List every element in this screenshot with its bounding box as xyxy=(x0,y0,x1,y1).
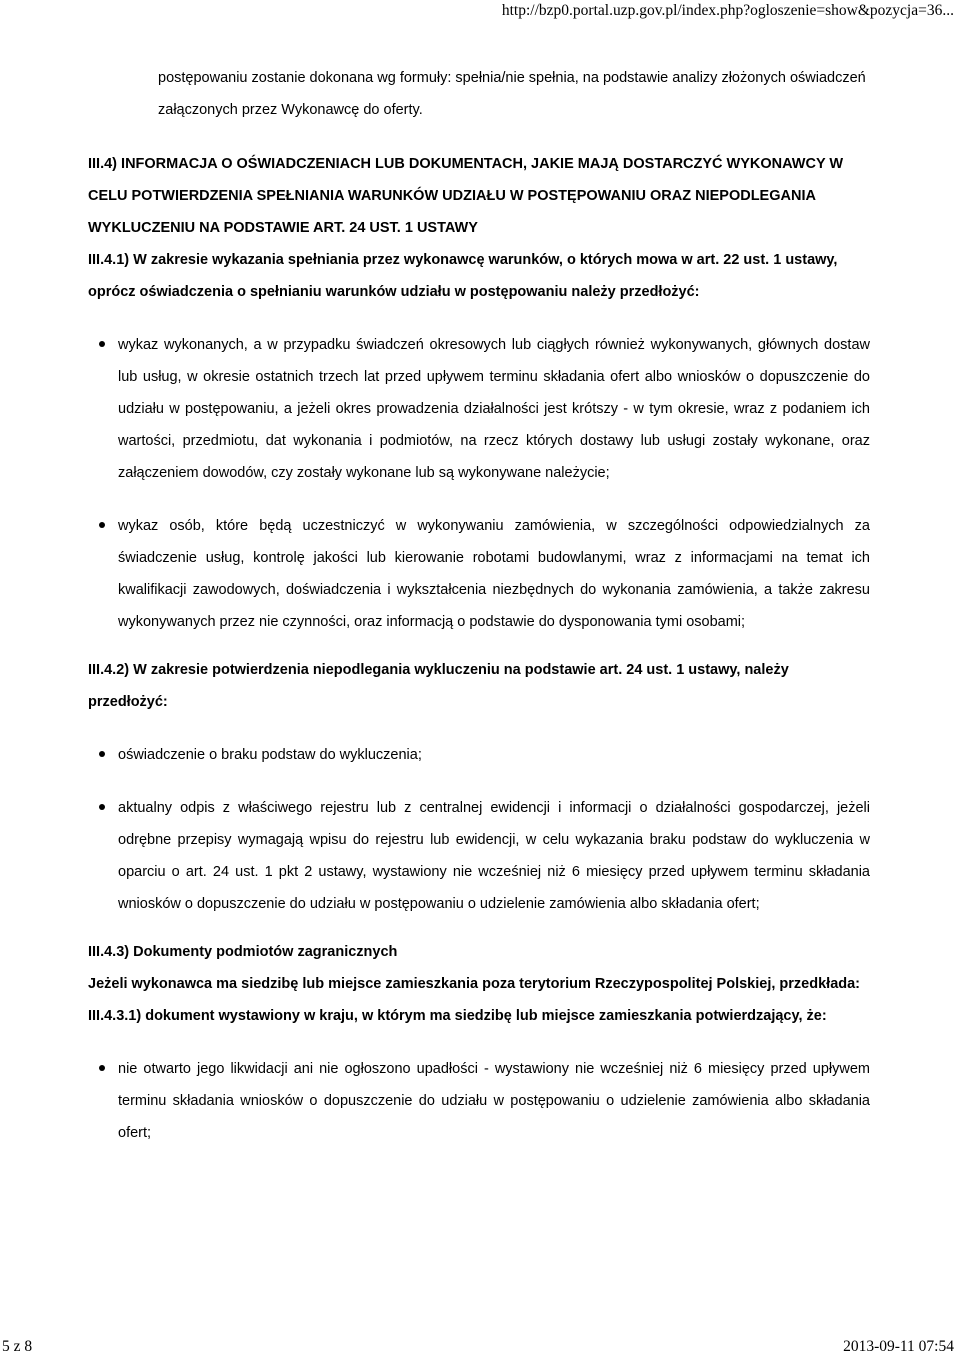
document-content xyxy=(88,62,870,1149)
list-item: oświadczenie o braku podstaw do wykluczenia; xyxy=(88,739,870,771)
section-iii43-heading: III.4.3) Dokumenty podmiotów zagranicznych xyxy=(88,944,398,960)
section-iii41-list xyxy=(88,329,870,638)
section-iii41-heading: III.4.1) W zakresie wykazania spełniania przez wykonawcę warunków, o których mowa w art. 22 ust. 1 ustawy, oprócz oświadczenia o spełnianiu warunków udziału w postępowaniu należy przedłożyć: xyxy=(88,252,838,300)
section-iii42-heading: III.4.2) W zakresie potwierdzenia niepodlegania wykluczeniu na podstawie art. 24 ust. 1 ustawy, należy przedłożyć: xyxy=(88,662,789,710)
list-item: wykaz osób, które będą uczestniczyć w wykonywaniu zamówienia, w szczególności odpowiedzialnych za świadczenie usług, kontrolę jakości lub kierowanie robotami budowlanymi, wraz z informacjami na temat ich kwalifikacji zawodowych, doświadczenia i wykształcenia niezbędnych do wykonania zamówienia, a także zakresu wykonywanych przez nie czynności, oraz informacją o podstawie do dysponowania tymi osobami; xyxy=(88,510,870,638)
section-iii43-intro: Jeżeli wykonawca ma siedzibę lub miejsce zamieszkania poza terytorium Rzeczypospolitej Polskiej, przedkłada: xyxy=(88,976,861,992)
section-iii42-list xyxy=(88,739,870,920)
list-item: nie otwarto jego likwidacji ani nie ogłoszono upadłości - wystawiony nie wcześniej niż 6 miesięcy przed upływem terminu składania wniosków o dopuszczenie do udziału w postępowaniu o udzielenie zamówienia albo składania ofert; xyxy=(88,1053,870,1149)
list-item: wykaz wykonanych, a w przypadku świadczeń okresowych lub ciągłych również wykonywanych, głównych dostaw lub usług, w okresie ostatnich trzech lat przed upływem terminu składania ofert albo wniosków o dopuszczenie do udziału w postępowaniu, a jeżeli okres prowadzenia działalności jest krótszy - w tym okresie, wraz z podaniem ich wartości, przedmiotu, dat wykonania i podmiotów, na rzecz których dostawy lub usługi zostały wykonane, oraz załączeniem dowodów, czy zostały wykonane lub są wykonywane należycie; xyxy=(88,329,870,489)
print-datetime: 2013-09-11 07:54 xyxy=(843,1338,954,1355)
page-url-header: http://bzp0.portal.uzp.gov.pl/index.php?ogloszenie=show&pozycja=36... xyxy=(501,2,954,19)
page-number: 5 z 8 xyxy=(2,1338,33,1355)
section-iii431-heading: III.4.3.1) dokument wystawiony w kraju, w którym ma siedzibę lub miejsce zamieszkania potwierdzający, że: xyxy=(88,1008,827,1024)
continuation-paragraph: postępowaniu zostanie dokonana wg formuły: spełnia/nie spełnia, na podstawie analizy złożonych oświadczeń załączonych przez Wykonawcę do oferty. xyxy=(158,70,866,118)
list-item: aktualny odpis z właściwego rejestru lub z centralnej ewidencji i informacji o działalności gospodarczej, jeżeli odrębne przepisy wymagają wpisu do rejestru lub ewidencji, w celu wykazania braku podstaw do wykluczenia w oparciu o art. 24 ust. 1 pkt 2 ustawy, wystawiony nie wcześniej niż 6 miesięcy przed upływem terminu składania wniosków o dopuszczenie do udziału w postępowaniu o udzielenie zamówienia albo składania ofert; xyxy=(88,792,870,920)
section-iii431-list xyxy=(88,1053,870,1149)
section-iii4-heading: III.4) INFORMACJA O OŚWIADCZENIACH LUB DOKUMENTACH, JAKIE MAJĄ DOSTARCZYĆ WYKONAWCY W CELU POTWIERDZENIA SPEŁNIANIA WARUNKÓW UDZIAŁU W POSTĘPOWANIU ORAZ NIEPODLEGANIA WYKLUCZENIU NA PODSTAWIE ART. 24 UST. 1 USTAWY xyxy=(88,156,844,236)
